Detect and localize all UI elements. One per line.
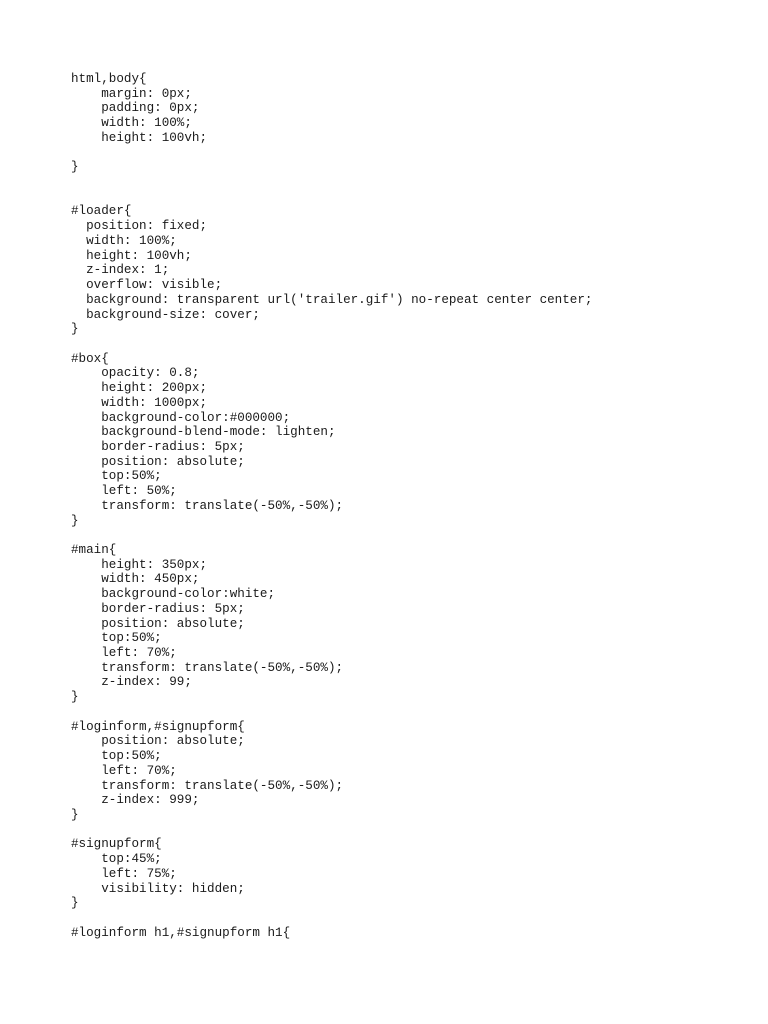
code-line: opacity: 0.8;: [71, 366, 200, 381]
code-line: position: absolute;: [71, 454, 245, 469]
code-line: top:45%;: [71, 852, 162, 867]
code-line: margin: 0px;: [71, 86, 192, 101]
code-line: z-index: 1;: [71, 263, 170, 278]
code-line: z-index: 99;: [71, 675, 192, 690]
code-line: width: 100%;: [71, 116, 192, 131]
code-line: height: 100vh;: [71, 130, 208, 145]
code-line: left: 70%;: [71, 763, 177, 778]
code-line: #loginform,#signupform{: [71, 719, 245, 734]
code-line: #box{: [71, 351, 109, 366]
code-line: background-color:#000000;: [71, 410, 291, 425]
code-line: html,body{: [71, 72, 147, 86]
code-line: [71, 911, 592, 926]
code-line: }: [71, 513, 79, 528]
code-line: background-blend-mode: lighten;: [71, 425, 336, 440]
code-line: width: 450px;: [71, 572, 200, 587]
code-line: z-index: 999;: [71, 793, 200, 808]
code-line: height: 200px;: [71, 381, 208, 396]
code-line: border-radius: 5px;: [71, 439, 245, 454]
code-line: height: 350px;: [71, 557, 208, 572]
code-line: [71, 823, 592, 838]
code-line: [71, 705, 592, 720]
code-line: top:50%;: [71, 749, 162, 764]
code-line: background-size: cover;: [71, 307, 260, 322]
code-line: }: [71, 690, 79, 705]
code-line: top:50%;: [71, 631, 162, 646]
code-line: padding: 0px;: [71, 101, 200, 116]
code-listing: [71, 72, 592, 955]
code-line: #loader{: [71, 204, 132, 219]
code-line: position: fixed;: [71, 219, 208, 234]
code-line: overflow: visible;: [71, 278, 223, 293]
code-line: }: [71, 322, 79, 337]
code-line: background-color:white;: [71, 587, 276, 602]
code-line: }: [71, 160, 79, 175]
code-line: [71, 146, 592, 161]
code-line: }: [71, 807, 79, 822]
code-line: [71, 190, 592, 205]
code-line: transform: translate(-50%,-50%);: [71, 498, 344, 513]
code-line: background: transparent url('trailer.gif') no-repeat center center;: [71, 292, 593, 307]
code-line: [71, 337, 592, 352]
code-line: left: 50%;: [71, 484, 177, 499]
code-line: top:50%;: [71, 469, 162, 484]
code-line: left: 70%;: [71, 646, 177, 661]
code-line: #main{: [71, 543, 117, 557]
code-line: left: 75%;: [71, 866, 177, 881]
code-line: }: [71, 896, 79, 911]
code-line: transform: translate(-50%,-50%);: [71, 660, 344, 675]
code-line: [71, 940, 592, 955]
code-line: position: absolute;: [71, 734, 245, 749]
code-line: [71, 528, 592, 543]
code-line: visibility: hidden;: [71, 881, 245, 896]
code-line: #signupform{: [71, 837, 162, 852]
code-line: width: 1000px;: [71, 395, 208, 410]
code-line: position: absolute;: [71, 616, 245, 631]
code-line: width: 100%;: [71, 233, 177, 248]
code-line: #loginform h1,#signupform h1{: [71, 925, 291, 940]
code-line: border-radius: 5px;: [71, 601, 245, 616]
code-line: transform: translate(-50%,-50%);: [71, 778, 344, 793]
code-line: height: 100vh;: [71, 248, 192, 263]
code-line: [71, 175, 592, 190]
